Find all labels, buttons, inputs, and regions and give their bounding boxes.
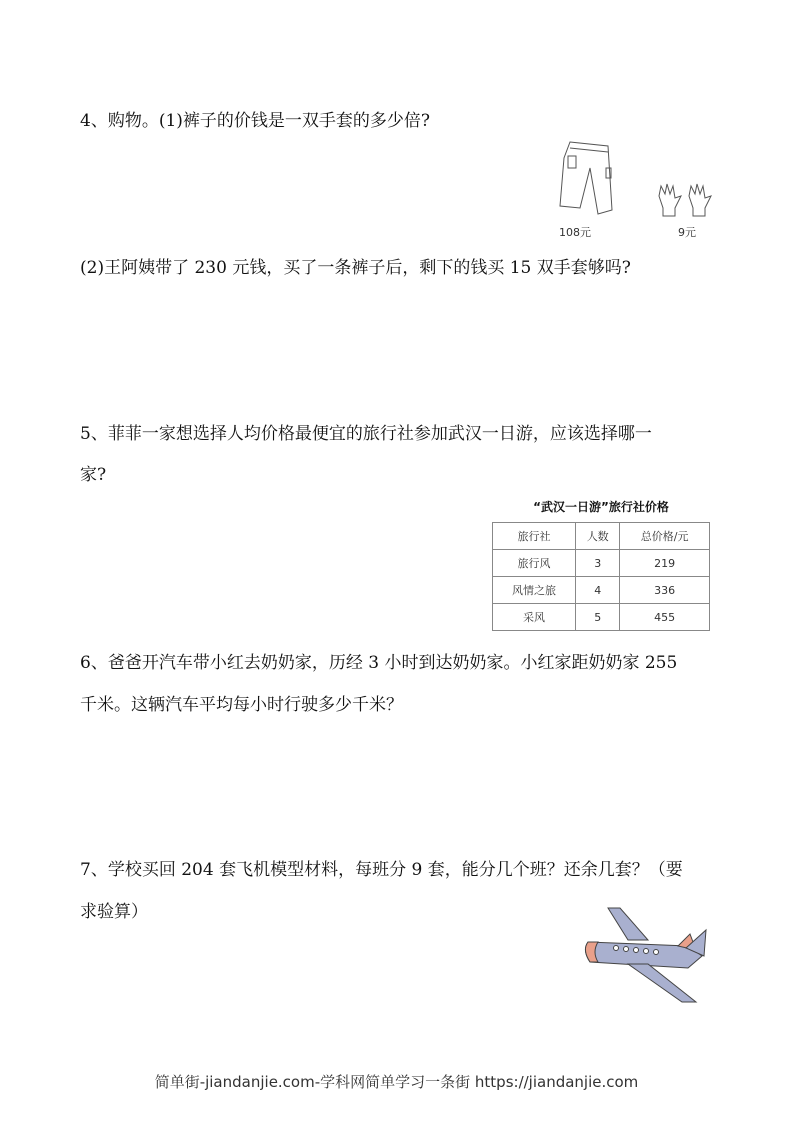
- table-row: [493, 577, 710, 604]
- q5-question-line-1: 5、菲菲一家想选择人均价格最便宜的旅行社参加武汉一日游，应该选择哪一: [80, 424, 652, 444]
- price-table: [492, 522, 710, 631]
- table-row: [493, 604, 710, 631]
- price-table-title: “武汉一日游”旅行社价格: [533, 500, 669, 514]
- cell-agency: 采风: [493, 604, 576, 631]
- q5-question-line-2: 家?: [80, 465, 107, 485]
- q6-question-line-1: 6、爸爸开汽车带小红去奶奶家，历经 3 小时到达奶奶家。小红家距奶奶家 255: [80, 653, 678, 673]
- q4-question-1: 4、购物。(1)裤子的价钱是一双手套的多少倍?: [80, 111, 431, 131]
- cell-agency: 风情之旅: [493, 577, 576, 604]
- header-total-price: 总价格/元: [620, 523, 710, 550]
- footer-watermark: 简单街-jiandanjie.com-学科网简单学习一条街 https://jiandanjie.com: [154, 1073, 639, 1091]
- q7-question-line-1: 7、学校买回 204 套飞机模型材料，每班分 9 套，能分几个班？还余几套？（要: [80, 860, 683, 880]
- airplane-illustration: [578, 906, 718, 1006]
- header-people: 人数: [576, 523, 620, 550]
- table-header-row: [493, 523, 710, 550]
- gloves-illustration: [655, 182, 715, 222]
- cell-people: 3: [576, 550, 620, 577]
- header-agency: 旅行社: [493, 523, 576, 550]
- cell-price: 455: [620, 604, 710, 631]
- cell-price: 336: [620, 577, 710, 604]
- gloves-price: 9元: [678, 226, 696, 239]
- pants-price: 108元: [559, 226, 591, 239]
- q6-question-line-2: 千米。这辆汽车平均每小时行驶多少千米？: [80, 695, 403, 715]
- pants-illustration: [550, 138, 620, 218]
- q4-question-2: (2)王阿姨带了 230 元钱，买了一条裤子后，剩下的钱买 15 双手套够吗?: [80, 258, 631, 278]
- cell-people: 5: [576, 604, 620, 631]
- q7-question-line-2: 求验算）: [80, 902, 148, 922]
- table-row: [493, 550, 710, 577]
- cell-people: 4: [576, 577, 620, 604]
- cell-price: 219: [620, 550, 710, 577]
- cell-agency: 旅行风: [493, 550, 576, 577]
